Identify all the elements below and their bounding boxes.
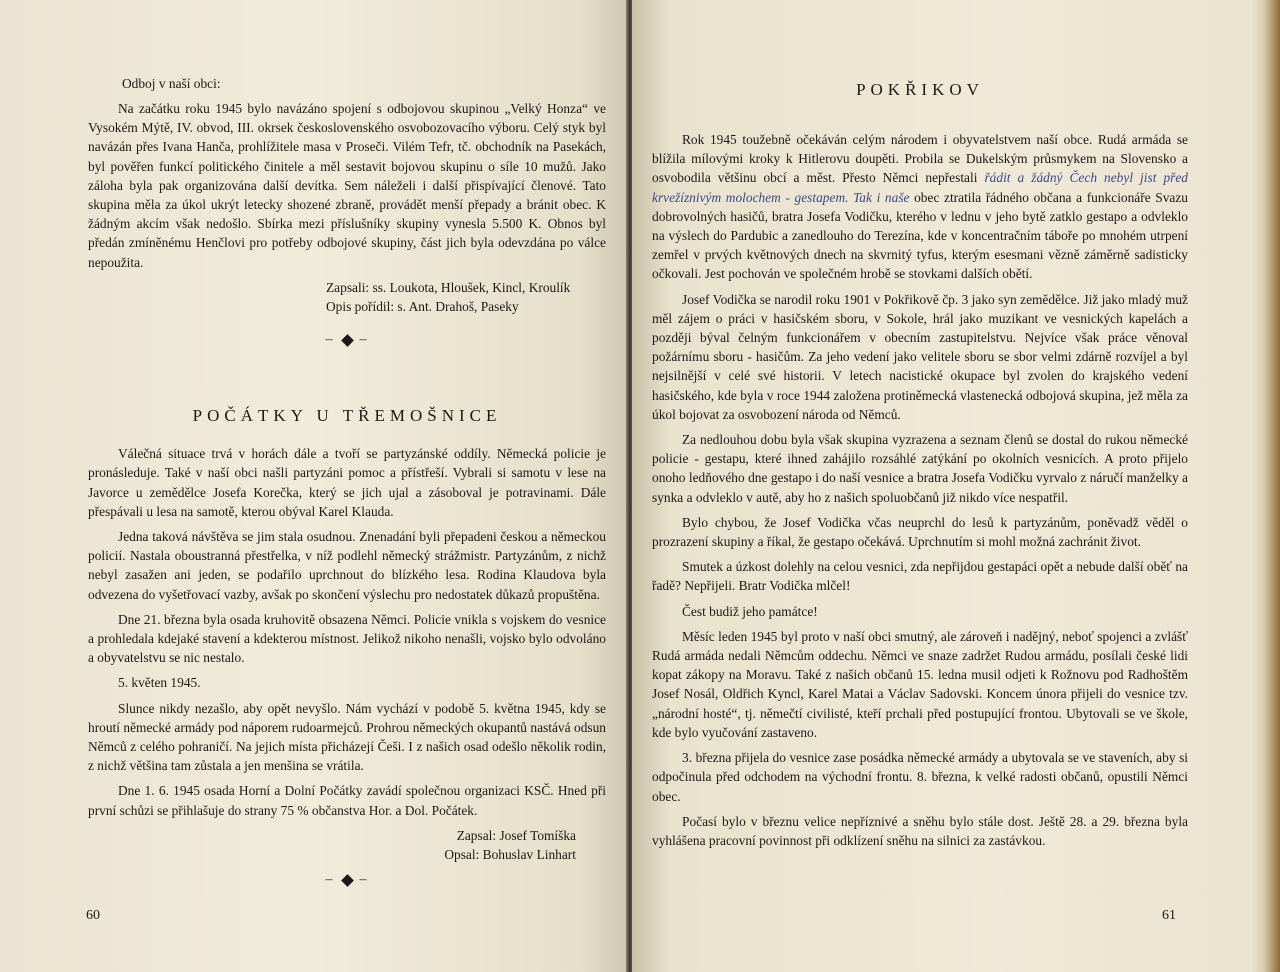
page-number: 61	[1162, 908, 1176, 923]
section-label: Odboj v naší obci:	[122, 76, 221, 91]
signature-line: Zapsali: ss. Loukota, Hloušek, Kincl, Kroulík	[326, 279, 571, 295]
paragraph: Za nedlouhou dobu byla však skupina vyzrazena a seznam členů se dostal do rukou německé policie - gestapu, které ihned zahájilo rozsáhlé zatýkání po okolních vesnicích. A proto přijelo onoho ledňového dne gestapo i do naší vesnice a bratra Josefa Vodičku vyrvalo z náručí manželky a synka a odvleklo v autě, aby ho z našich spoluobčanů již nikdo více nespatřil.	[652, 432, 1188, 505]
left-page-text	[88, 74, 606, 272]
left-page-text-2	[88, 444, 606, 820]
divider-dash: –	[359, 872, 369, 888]
signature-line: Zapsal: Josef Tomíška	[456, 827, 576, 843]
section-divider	[88, 330, 606, 350]
signature-line: Opis pořídil: s. Ant. Drahoš, Paseky	[326, 299, 519, 315]
paragraph: Válečná situace trvá v horách dále a tvoří se partyzánské oddíly. Německá policie je pronásleduje. Také v naší obci našli partyzáni pomoc a přístřeší. Vybrali si samotu v lese na Javorce u zemědělce Josefa Korečka, který se jich ujal a zásoboval je potravinami. Dále přespávali u lesa na samotě, kterou obýval Karel Klauda.	[88, 446, 606, 519]
divider-dash: –	[359, 332, 369, 348]
paragraph: Jedna taková návštěva se jim stala osudnou. Znenadání byli přepadeni českou a německou policií. Nastala oboustranná přestřelka, v níž podlehl německý strážmistr. Partyzánům, z nichž nebyl zasažen ani jeden, se podařilo uprchnout do blízkého lesa. Rodina Klaudova byla odvezena do vyšetřovací vazby, avšak po skončení výslechu pro nedostatek důkazů propuštěna.	[88, 529, 606, 602]
page-edge	[1252, 0, 1280, 972]
paragraph: Bylo chybou, že Josef Vodička včas neuprchl do lesů k partyzánům, poněvadž věděl o prozrazení skupiny a říkal, že gestapo očekává. Uprchnutím si mohl možná zachránit život.	[652, 514, 1188, 550]
text-run: Rok 1945 toužebně očekáván celým národem i obyvatelstvem naší obce. Rudá armáda se blížila mílovými kroky k Hitlerovu doupěti. Probila se Dukelským průsmykem na Slovensko a osvobodila většinu obcí a měst. Přesto Němci nepřestali	[652, 132, 1188, 186]
paragraph: Dne 1. 6. 1945 osada Horní a Dolní Počátky zavádí společnou organizaci KSČ. Hned při první schůzi se přihlašuje do strany 75 % občanstva Hor. a Dol. Počátek.	[88, 783, 606, 818]
text-run: obec ztratila řádného občana a funkcionáře Svazu dobrovolných hasičů, bratra Josefa Vodičku, kterého v lednu v jeho bytě zatklo gestapo a odvleklo na výslech do Pardubic a zanedlouho do Terezína, kde v koncentračním táboře po mnohém utrpení zemřel v prvých květnových dnech na skvrnitý tyfus, kterým esesmani vězně záměrně sadisticky očkovali. Jest pochován ve společném hrobě se stovkami dalších obětí.	[652, 189, 1189, 282]
paragraph: 5. květen 1945.	[118, 675, 201, 691]
signature-line: Opsal: Bohuslav Linhart	[444, 847, 576, 863]
right-page	[632, 0, 1280, 972]
paragraph: Josef Vodička se narodil roku 1901 v Pokřikově čp. 3 jako syn zemědělce. Již jako mladý muž měl zájem o práci v hasičském sboru, v Sokole, hrál jako muzikant ve vesnických kapelách a později býval čelným funkcionářem v obecním zastupitelstvu. Nejvíce však práce věnoval požárnímu sboru - hasičům. Za jeho vedení jako velitele sboru se sbor velmi zdárně rozvíjel a byl nejsilnější v celé své historii. V letech nacistické okupace byl zvolen do krajského vedení hasičského, kde byla v roce 1944 založena protiněmecká vlastenecká odbojová skupina, jež měla za úkol bojovat za osvobození národa od Němců.	[652, 291, 1188, 422]
paragraph: Počasí bylo v březnu velice nepříznivé a sněhu bylo stále dost. Ještě 28. a 29. března byla vyhlášena pracovní povinnost při odklízení sněhu na silnici za zastávkou.	[652, 813, 1188, 848]
paragraph: Měsíc leden 1945 byl proto v naší obci smutný, ale zároveň i nadějný, neboť spojenci a zvlášť Rudá armáda nedali Němcům oddechu. Němci ve snaze zadržet Rudou armádu, posílali české lidi kopat zákopy na Moravu. Také z našich občanů 15. ledna musil odjeti k Rožnovu pod Radhoštěm Josef Nosál, Oldřich Kyncl, Karel Matai a Václav Sadovski. Koncem února přijeli do vesnice tzv. „národní hosté“, tj. němečtí civilisté, kteří prchali před postupující frontou. Ubytovali se ve škole, kde bylo vyučování zastaveno.	[652, 628, 1188, 740]
diamond-ornament-icon	[341, 874, 354, 887]
page-number: 60	[86, 908, 100, 923]
divider-dash: –	[325, 332, 335, 348]
section-divider	[88, 870, 606, 890]
paragraph: 3. března přijela do vesnice zase posádka německé armády a ubytovala se ve staveních, aby si odpočinula před odchodem na východní frontu. 8. března, k velké radosti občanů, opustili Němci obec.	[652, 750, 1188, 804]
right-page-text	[652, 130, 1188, 850]
paragraph: Čest budiž jeho památce!	[682, 603, 818, 619]
paragraph: Na začátku roku 1945 bylo navázáno spojení s odbojovou skupinou „Velký Honza“ ve Vysokém Mýtě, IV. obvod, III. okrsek československého osvobozovacího výboru. Celý styk byl navázán přes Ivana Hanča, prohlížitele masa v Proseči. Vilém Tefr, tč. obchodník na Pasekách, byl pověřen funkcí politického činitele a měl sestavit bojovou skupinu o síle 10 mužů. Jako záloha byla pak organizována další devítka. Sem náleželi i další přispívající členové. Tato skupina měla za úkol ukrýt letecky shozené zbraně, provádět menší přepady a bránit obec. K žádným akcím však nedošlo. Sbírka mezi příslušníky skupiny vynesla 5.500 K. Obnos byl předán zmíněnému Henčlovi pro potřeby odbojové skupiny, část jich byla odevzdána po válce nepoužita.	[88, 101, 606, 270]
chapter-heading: POČÁTKY U TŘEMOŠNICE	[192, 406, 502, 426]
paragraph: Dne 21. března byla osada kruhovitě obsazena Němci. Policie vnikla s vojskem do vesnice a prohledala kdejaké stavení a kdekterou místnost. Jelikož nikoho nenašli, vojsko bylo odvoláno a obyvatelstvu se nic nestalo.	[88, 611, 606, 666]
paragraph: Smutek a úzkost dolehly na celou vesnici, zda nepřijdou gestapáci opět a nebude další oběť na řadě? Nepřijeli. Bratr Vodička mlčel!	[652, 559, 1188, 594]
handwritten-annotation: řádit a žádný Čech nebyl jist před krvežíznivým molochem - gestapem. Tak i naše	[652, 170, 1188, 205]
diamond-ornament-icon	[341, 334, 354, 347]
divider-dash: –	[325, 872, 335, 888]
chapter-heading: POKŘIKOV	[856, 80, 984, 99]
paragraph	[652, 130, 1188, 284]
paragraph: Slunce nikdy nezašlo, aby opět nevyšlo. Nám vychází v podobě 5. května 1945, kdy se hroutí německé armády pod náporem rudoarmejců. Prohrou německých okupantů nastává odsun Němců z celého pohraničí. Na jejich místa přicházejí Češi. I z našich osad odešlo několik rodin, z nichž většina tam zůstala a jen menšina se vrátila.	[88, 700, 606, 774]
left-page	[0, 0, 628, 972]
